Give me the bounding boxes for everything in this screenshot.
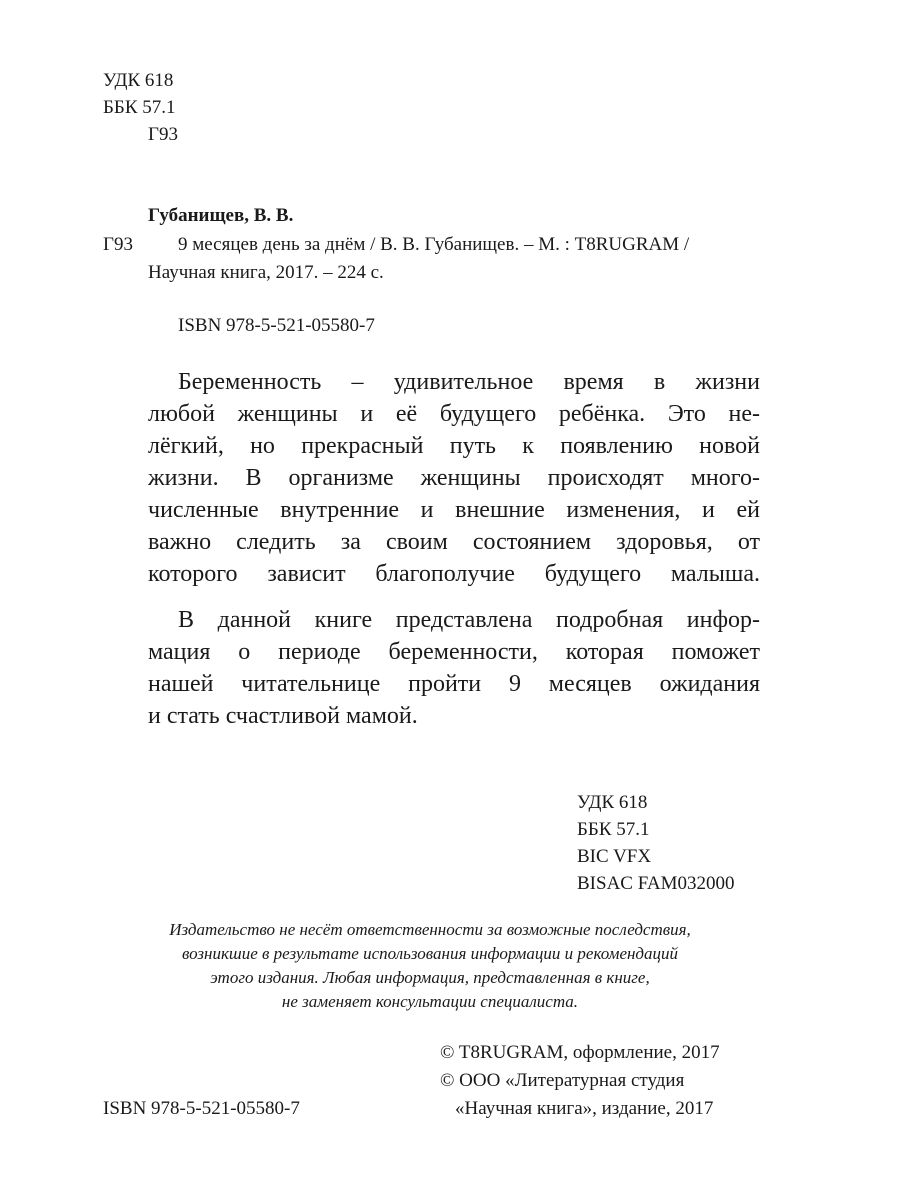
- annotation-paragraph-1: [148, 366, 760, 590]
- annotation-line: лёгкий, но прекрасный путь к появлению новой: [148, 433, 760, 459]
- author-mark-inline: Г93: [103, 234, 133, 255]
- disclaimer-line: не заменяет консультации специалиста.: [281, 992, 579, 1011]
- disclaimer-line: этого издания. Любая информация, представленная в книге,: [210, 968, 650, 987]
- annotation-line: В данной книге представлена подробная инфор-: [178, 607, 760, 633]
- author-name: Губанищев, В. В.: [148, 205, 294, 226]
- publisher-disclaimer: [0, 918, 900, 1014]
- annotation-paragraph-2: [148, 604, 760, 732]
- annotation-line: важно следить за своим состоянием здоровья, от: [148, 529, 760, 555]
- copyright-line-1: © T8RUGRAM, оформление, 2017: [440, 1042, 720, 1063]
- top-classification-codes: [103, 68, 178, 149]
- isbn-top: ISBN 978-5-521-05580-7: [178, 315, 375, 336]
- annotation-line: мация о периоде беременности, которая поможет: [148, 639, 760, 665]
- disclaimer-line: возникшие в результате использования информации и рекомендаций: [181, 944, 679, 963]
- author-mark: Г93: [148, 124, 178, 145]
- annotation-line: жизни. В организме женщины происходят много-: [148, 465, 760, 491]
- annotation-line: и стать счастливой мамой.: [148, 703, 418, 729]
- annotation-line: любой женщины и её будущего ребёнка. Это не-: [148, 401, 760, 427]
- copyright-line-3: «Научная книга», издание, 2017: [455, 1098, 714, 1119]
- bibliographic-line-2: Научная книга, 2017. – 224 с.: [148, 262, 384, 283]
- bibliographic-line-1: 9 месяцев день за днём / В. В. Губанищев. – М. : T8RUGRAM /: [178, 234, 690, 255]
- udk-code: УДК 618: [577, 792, 648, 813]
- bic-code: BIC VFX: [577, 846, 652, 867]
- bbk-code: ББК 57.1: [577, 819, 650, 840]
- right-classification-codes: [577, 790, 734, 898]
- bisac-code: BISAC FAM032000: [577, 873, 735, 894]
- annotation-line: Беременность – удивительное время в жизни: [178, 369, 760, 395]
- bbk-code: ББК 57.1: [103, 97, 176, 118]
- annotation-line: нашей читательнице пройти 9 месяцев ожидания: [148, 671, 760, 697]
- annotation-line: численные внутренние и внешние изменения, и ей: [148, 497, 760, 523]
- udk-code: УДК 618: [103, 70, 174, 91]
- copyright-line-2: © ООО «Литературная студия: [440, 1070, 685, 1091]
- annotation-line: которого зависит благополучие будущего малыша.: [148, 561, 760, 587]
- isbn-bottom: ISBN 978-5-521-05580-7: [103, 1098, 300, 1119]
- copyright-block: [440, 1040, 720, 1124]
- disclaimer-line: Издательство не несёт ответственности за возможные последствия,: [169, 920, 691, 939]
